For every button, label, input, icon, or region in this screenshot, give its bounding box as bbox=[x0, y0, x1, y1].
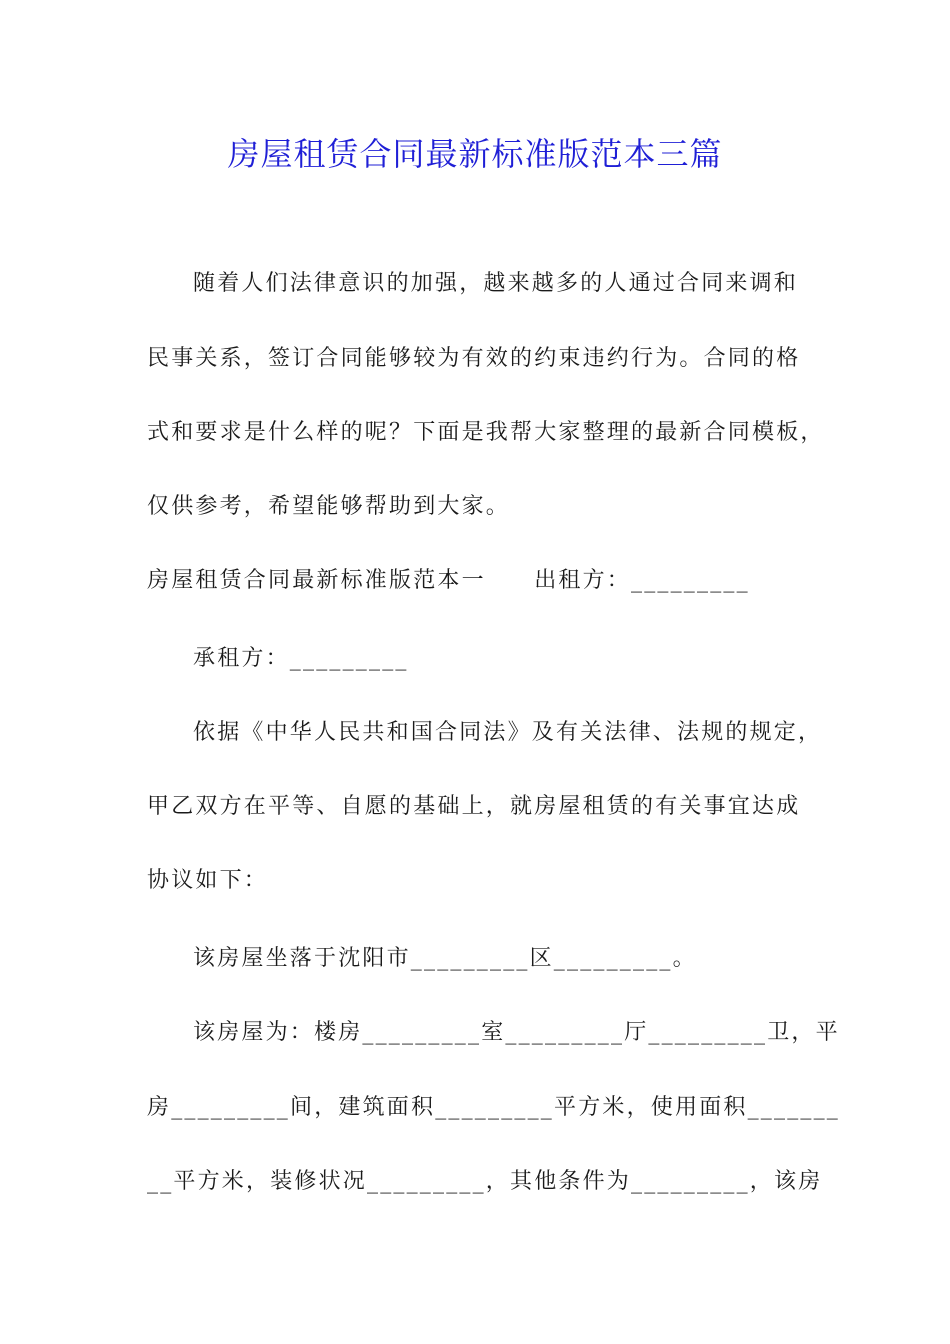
paragraph-line: 该房屋坐落于沈阳市_________区_________。 bbox=[193, 946, 697, 971]
paragraph-line: 承租方：_________ bbox=[193, 646, 409, 671]
paragraph-line: 该房屋为：楼房_________室_________厅_________卫，平 bbox=[193, 1020, 840, 1045]
section-heading-line: 房屋租赁合同最新标准版范本一 出租方：_________ bbox=[147, 568, 750, 593]
document-title: 房屋租赁合同最新标准版范本三篇 bbox=[227, 135, 723, 173]
paragraph-line: 协议如下： bbox=[147, 868, 269, 893]
paragraph-line: 依据《中华人民共和国合同法》及有关法律、法规的规定， bbox=[193, 720, 823, 745]
paragraph-line: 甲乙双方在平等、自愿的基础上，就房屋租赁的有关事宜达成 bbox=[147, 794, 801, 819]
paragraph-line: 民事关系，签订合同能够较为有效的约束违约行为。合同的格 bbox=[147, 346, 801, 371]
paragraph-line: 随着人们法律意识的加强，越来越多的人通过合同来调和 bbox=[193, 271, 799, 296]
paragraph-line: __平方米，装修状况_________，其他条件为_________，该房 bbox=[147, 1169, 823, 1194]
paragraph-line: 仅供参考，希望能够帮助到大家。 bbox=[147, 494, 511, 519]
paragraph-line: 式和要求是什么样的呢？下面是我帮大家整理的最新合同模板， bbox=[147, 420, 825, 445]
paragraph-line: 房_________间，建筑面积_________平方米，使用面积_______ bbox=[147, 1095, 841, 1120]
